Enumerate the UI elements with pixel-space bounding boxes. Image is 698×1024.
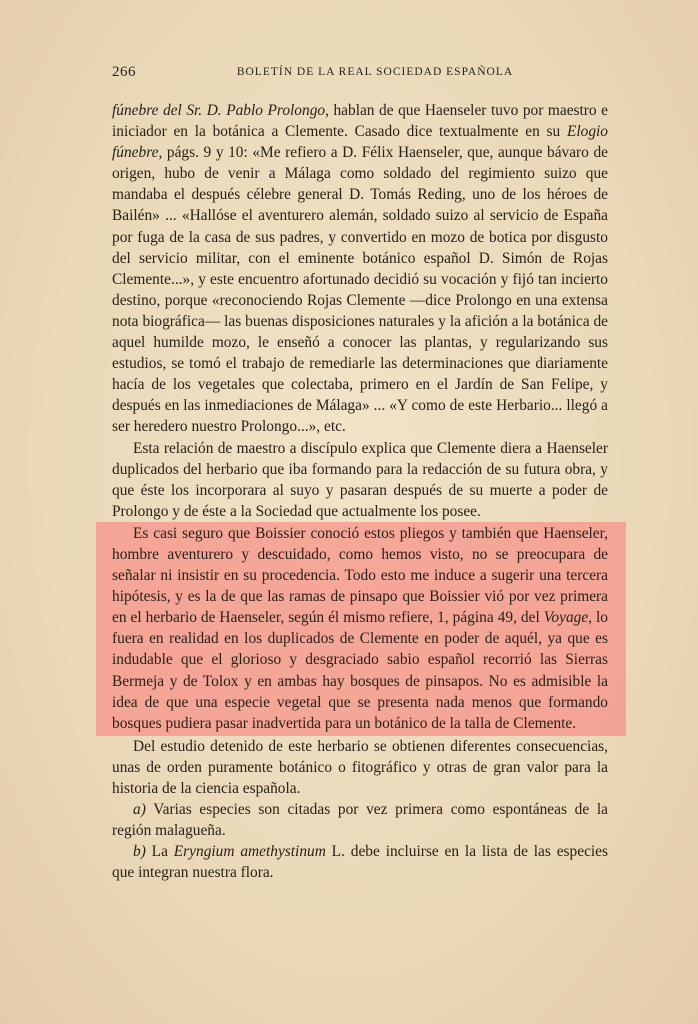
journal-title: BOLETÍN DE LA REAL SOCIEDAD ESPAÑOLA <box>236 66 514 78</box>
text-run: La <box>145 843 174 861</box>
text-run: Esta relación de maestro a discípulo explica que Clemente diera a Haenseler duplicados del herbario que iba formando para la redacción de su futura obra, y que éste los incorporara al suyo y pasaran después de su muerte a poder de Prolongo y de éste a la Sociedad que actualmente los posee. <box>112 439 608 520</box>
paragraph-p1 <box>112 100 608 438</box>
page-number: 266 <box>112 64 136 80</box>
text-run: Varias especies son citadas por vez primera como espontáneas de la región malagueña. <box>112 801 608 840</box>
paragraph-item-b <box>112 841 608 883</box>
text-run: lo fuera en realidad en los duplicados de Clemente en poder de aquél, ya que es indudable que el glorioso y desgraciado sabio español recorrió las Sierras Bermeja y de Tolox y en ambas hay bosques de pinsapos. No es admisible la idea de que una especie vegetal que se presenta nada menos que formando bosques pudiera pasar inadvertida para un botánico de la talla de Clemente. <box>112 609 608 732</box>
italic-run: a) <box>133 801 146 819</box>
text-run: Es casi seguro que Boissier conoció estos pliegos y también que Haenseler, hombre aventurero y descuidado, como hemos visto, no se preocupara de señalar ni insistir en su procedencia. Todo esto me induce a sugerir una tercera hipótesis, y es la de que las ramas de pinsapo que Boissier vió por vez primera en el herbario de Haenseler, según él mismo refiere, 1, página 49, del <box>112 524 608 627</box>
text-run: págs. 9 y 10: «Me refiero a D. Félix Haenseler, que, aunque bávaro de origen, hubo de venir a Málaga como soldado del regimiento suizo que mandaba el después célebre general D. Tomás Reding, uno de los héroes de Bailén» ... «Hallóse el aventurero alemán, soldado suizo al servicio de España por fuga de la casa de sus padres, y convertido en mozo de botica por disgusto del servicio militar, con el eminente botánico español D. Simón de Rojas Clemente...», y este encuentro afortunado decidió su vocación y fijó tan incierto destino, porque «reconociendo Rojas Clemente —dice Prolongo en una extensa nota biográfica— las buenas disposiciones naturales y la afición a la botánica de aquel humilde mozo, le enseñó a conocer las plantas, y regularizando sus estudios, se tomó el trabajo de remediarle las determinaciones que diariamente hacía de los vegetales que colectaba, primero en el Jardín de San Felipe, y después en las inmediaciones de Málaga» ... «Y como de este Herbario... llegó a ser heredero nuestro Prolongo...», etc. <box>112 144 608 436</box>
paragraph-p2 <box>112 438 608 522</box>
paragraph-item-a <box>112 799 608 841</box>
italic-run: b) <box>133 843 146 861</box>
italic-run: Elogio fúnebre, <box>112 123 608 162</box>
highlighted-paragraph <box>96 522 626 736</box>
paragraph-p4 <box>112 736 608 799</box>
italic-run: fúnebre del Sr. D. Pablo Prolongo, <box>112 102 329 119</box>
body-text <box>112 100 608 883</box>
italic-run: Eryngium amethystinum <box>173 843 326 861</box>
running-header <box>112 64 608 86</box>
text-run: Del estudio detenido de este herbario se obtienen diferentes consecuencias, unas de orden puramente botánico o fitográfico y otras de gran valor para la historia de la ciencia española. <box>112 737 608 797</box>
text-run: L. debe incluirse en la lista de las especies que integran nuestra flora. <box>112 843 608 882</box>
italic-run: Voyage, <box>543 609 593 627</box>
text-run: hablan de que Haenseler tuvo por maestro e iniciador en la botánica a Clemente. Casado dice textualmente en su <box>112 102 609 141</box>
